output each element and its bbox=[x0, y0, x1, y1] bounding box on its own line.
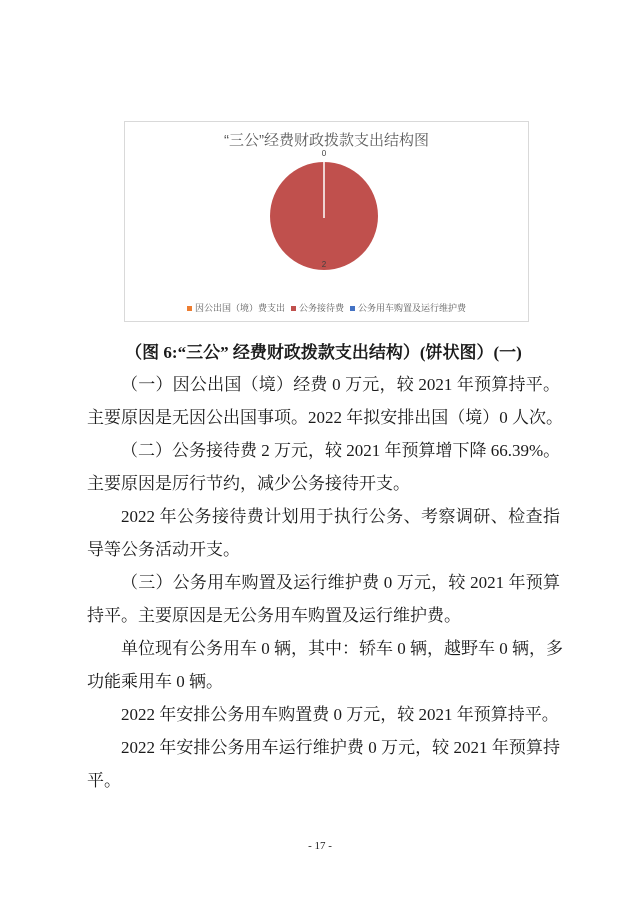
paragraph-line: 功能乘用车 0 辆。 bbox=[87, 672, 223, 691]
paragraph bbox=[87, 698, 560, 731]
body-text bbox=[87, 368, 563, 797]
paragraph-line: （三）公务用车购置及运行维护费 0 万元，较 2021 年预算 bbox=[121, 573, 560, 592]
legend-swatch bbox=[291, 306, 296, 311]
paragraph-line: 单位现有公务用车 0 辆，其中：轿车 0 辆，越野车 0 辆，多 bbox=[121, 639, 563, 658]
paragraph bbox=[87, 731, 560, 797]
paragraph-line: 主要原因是无因公出国事项。2022 年拟安排出国（境）0 人次。 bbox=[87, 408, 563, 427]
legend-label: 公务接待费 bbox=[298, 303, 344, 313]
paragraph-line: 2022 年安排公务用车运行维护费 0 万元，较 2021 年预算持 bbox=[121, 738, 560, 757]
data-label: 0 bbox=[321, 149, 327, 158]
paragraph-line: 持平。主要原因是无公务用车购置及运行维护费。 bbox=[87, 606, 461, 625]
paragraph bbox=[87, 500, 560, 566]
paragraph-line: 平。 bbox=[87, 771, 121, 790]
chart-title: “三公”经费财政拨款支出结构图 bbox=[224, 132, 429, 149]
paragraph bbox=[87, 632, 563, 698]
paragraph-line: 2022 年安排公务用车购置费 0 万元，较 2021 年预算持平。 bbox=[121, 705, 559, 724]
paragraph bbox=[87, 566, 560, 632]
paragraph-line: （二）公务接待费 2 万元，较 2021 年预算增下降 66.39%。 bbox=[121, 441, 561, 460]
page-number: - 17 - bbox=[308, 840, 332, 852]
legend-label: 公务用车购置及运行维护费 bbox=[358, 303, 467, 313]
pie-chart bbox=[124, 121, 529, 322]
chart-legend bbox=[125, 301, 528, 314]
legend-item bbox=[291, 301, 344, 314]
legend-label: 因公出国（境）费支出 bbox=[194, 303, 285, 313]
data-label: 2 bbox=[321, 260, 327, 269]
paragraph bbox=[87, 434, 560, 500]
legend-swatch bbox=[350, 306, 355, 311]
paragraph-line: 2022 年公务接待费计划用于执行公务、考察调研、检查指 bbox=[121, 507, 560, 526]
paragraph-line: 主要原因是厉行节约，减少公务接待开支。 bbox=[87, 474, 410, 493]
paragraph-line: （一）因公出国（境）经费 0 万元，较 2021 年预算持平。 bbox=[121, 375, 560, 394]
legend-item bbox=[187, 301, 285, 314]
legend-item bbox=[350, 301, 466, 314]
paragraph-line: 导等公务活动开支。 bbox=[87, 540, 240, 559]
pie-plot bbox=[125, 122, 530, 323]
figure-caption: （图 6:“三公” 经费财政拨款支出结构）(饼状图）(一) bbox=[125, 343, 522, 362]
paragraph bbox=[87, 368, 563, 434]
legend-swatch bbox=[187, 306, 192, 311]
